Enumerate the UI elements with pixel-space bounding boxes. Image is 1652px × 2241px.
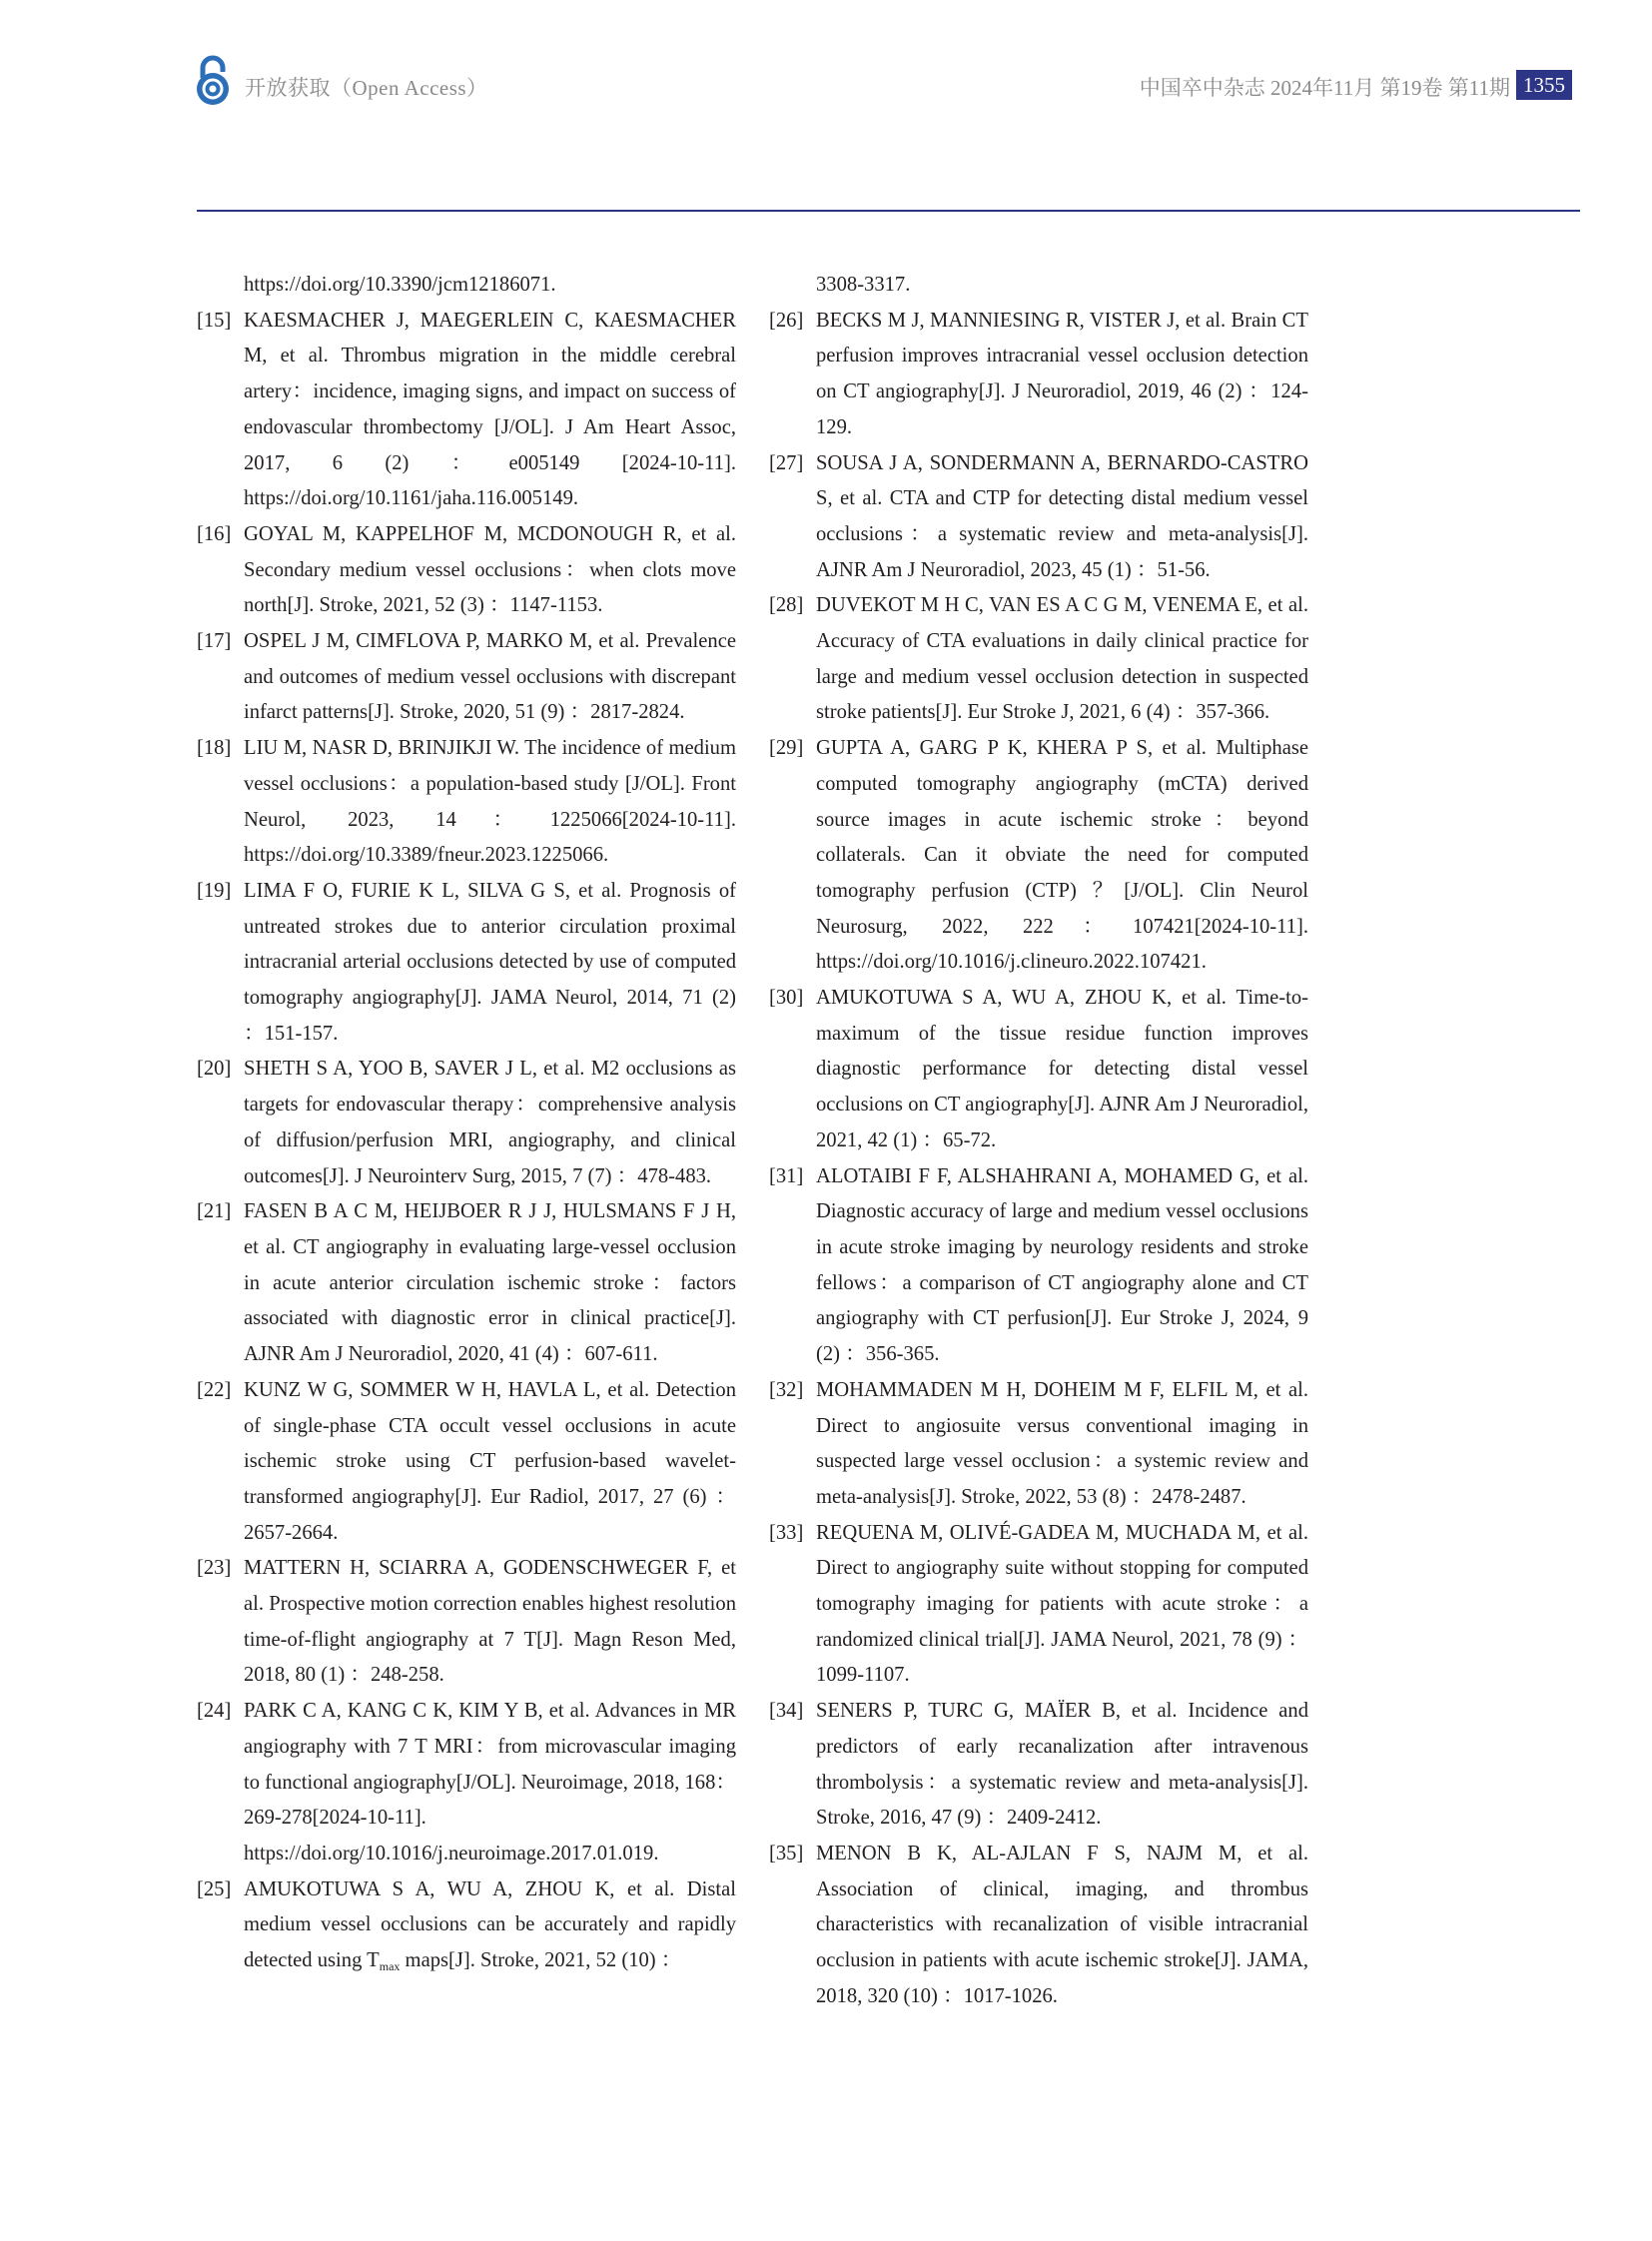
reference-item xyxy=(197,1694,736,1872)
reference-item xyxy=(197,1052,736,1194)
reference-text: BECKS M J, MANNIESING R, VISTER J, et al. Brain CT perfusion improves intracranial vessel occlusion detection on CT angiography[J]. J Neuroradiol, 2019, 46 (2) ：124-129. xyxy=(816,309,1308,438)
subscript: max xyxy=(379,1959,401,1974)
reference-continuation: https://doi.org/10.3390/jcm12186071. xyxy=(244,274,556,296)
reference-item xyxy=(197,304,736,517)
reference-text: FASEN B A C M, HEIJBOER R J J, HULSMANS F J H, et al. CT angiography in evaluating large-vessel occlusion in acute anterior circulation ischemic stroke：factors associated with diagnostic error in clinical practice[J]. AJNR Am J Neuroradiol, 2020, 41 (4) ：607-611. xyxy=(244,1200,736,1366)
reference-number: [33] xyxy=(769,1521,804,1544)
reference-number: [17] xyxy=(197,630,232,653)
header-divider xyxy=(197,210,1580,212)
reference-item xyxy=(769,304,1308,446)
reference-text: LIMA F O, FURIE K L, SILVA G S, et al. Prognosis of untreated strokes due to anterior circulation proximal intracranial arterial occlusions detected by use of computed tomography angiography[J]. JAMA Neurol, 2014, 71 (2) ：151-157. xyxy=(244,879,736,1045)
reference-text: LIU M, NASR D, BRINJIKJI W. The incidence of medium vessel occlusions：a population-based study [J/OL]. Front Neurol, 2023, 14：1225066[2024-10-11]. https://doi.org/10.3389/fneur.2023.1225066. xyxy=(244,737,736,867)
reference-item xyxy=(197,1551,736,1694)
reference-text: PARK C A, KANG C K, KIM Y B, et al. Advances in MR angiography with 7 T MRI：from microvascular imaging to functional angiography[J/OL]. Neuroimage, 2018, 168：269-278[2024-10-11]. https://doi.org/10.1016/j.neuroimage.2017.01.019. xyxy=(244,1700,736,1865)
left-column xyxy=(197,268,736,1979)
reference-number: [18] xyxy=(197,737,232,760)
open-access-label: 开放获取（Open Access） xyxy=(245,76,488,100)
reference-text: MOHAMMADEN M H, DOHEIM M F, ELFIL M, et al. Direct to angiosuite versus conventional imaging in suspected large vessel occlusion：a systemic review and meta-analysis[J]. Stroke, 2022, 53 (8) ：2478-2487. xyxy=(816,1378,1308,1508)
reference-text: GUPTA A, GARG P K, KHERA P S, et al. Multiphase computed tomography angiography (mCTA) derived source images in acute ischemic stroke：beyond collaterals. Can it obviate the need for computed tomography perfusion (CTP) ？[J/OL]. Clin Neurol Neurosurg, 2022, 222：107421[2024-10-11]. https://doi.org/10.1016/j.clineuro.2022.107421. xyxy=(816,737,1308,974)
reference-item xyxy=(197,624,736,731)
reference-text: GOYAL M, KAPPELHOF M, MCDONOUGH R, et al. Secondary medium vessel occlusions：when clots move north[J]. Stroke, 2021, 52 (3) ：1147-1153. xyxy=(244,522,736,617)
reference-number: [15] xyxy=(197,309,232,332)
reference-continuation: 3308-3317. xyxy=(816,274,911,296)
reference-number: [27] xyxy=(769,451,804,474)
reference-number: [32] xyxy=(769,1378,804,1401)
reference-item xyxy=(769,588,1308,731)
reference-number: [35] xyxy=(769,1842,804,1865)
reference-number: [26] xyxy=(769,309,804,332)
reference-text: SHETH S A, YOO B, SAVER J L, et al. M2 occlusions as targets for endovascular therapy：comprehensive analysis of diffusion/perfusion MRI, angiography, and clinical outcomes[J]. J Neurointerv Surg, 2015, 7 (7) ：478-483. xyxy=(244,1058,736,1187)
right-column xyxy=(769,268,1308,2014)
reference-number: [28] xyxy=(769,594,804,617)
reference-text: AMUKOTUWA S A, WU A, ZHOU K, et al. Time-to-maximum of the tissue residue function improves diagnostic performance for detecting distal vessel occlusions on CT angiography[J]. AJNR Am J Neuroradiol, 2021, 42 (1) ：65-72. xyxy=(816,987,1308,1151)
reference-text: AMUKOTUWA S A, WU A, ZHOU K, et al. Distal medium vessel occlusions can be accurately and rapidly detected using T xyxy=(244,1877,736,1972)
reference-number: [29] xyxy=(769,737,804,760)
reference-text: REQUENA M, OLIVÉ-GADEA M, MUCHADA M, et al. Direct to angiography suite without stopping for computed tomography imaging for patients with acute stroke：a randomized clinical trial[J]. JAMA Neurol, 2021, 78 (9) ：1099-1107. xyxy=(816,1521,1308,1687)
reference-text: KUNZ W G, SOMMER W H, HAVLA L, et al. Detection of single-phase CTA occult vessel occlusions in acute ischemic stroke using CT perfusion-based wavelet-transformed angiography[J]. Eur Radiol, 2017, 27 (6) ：2657-2664. xyxy=(244,1378,736,1544)
reference-item xyxy=(769,1516,1308,1695)
reference-item xyxy=(769,1373,1308,1516)
reference-number: [34] xyxy=(769,1700,804,1723)
reference-item xyxy=(197,1373,736,1552)
page-number: 1355 xyxy=(1516,70,1572,100)
reference-text: MENON B K, AL-AJLAN F S, NAJM M, et al. Association of clinical, imaging, and thrombus characteristics with recanalization of visible intracranial occlusion in patients with acute ischemic stroke[J]. JAMA, 2018, 320 (10) ：1017-1026. xyxy=(816,1842,1308,2007)
reference-item xyxy=(197,1194,736,1373)
reference-number: [22] xyxy=(197,1378,232,1401)
reference-item xyxy=(769,731,1308,981)
page-header xyxy=(193,52,1572,106)
reference-number: [31] xyxy=(769,1164,804,1187)
reference-number: [24] xyxy=(197,1700,232,1723)
reference-item xyxy=(197,517,736,624)
reference-item xyxy=(769,1694,1308,1837)
reference-text: SENERS P, TURC G, MAÏER B, et al. Incidence and predictors of early recanalization after intravenous thrombolysis：a systematic review and meta-analysis[J]. Stroke, 2016, 47 (9) ：2409-2412. xyxy=(816,1700,1308,1830)
reference-number: [25] xyxy=(197,1877,232,1900)
reference-item xyxy=(197,731,736,874)
reference-item xyxy=(769,446,1308,589)
reference-text: ALOTAIBI F F, ALSHAHRANI A, MOHAMED G, et al. Diagnostic accuracy of large and medium vessel occlusions in acute stroke imaging by neurology residents and stroke fellows：a comparison of CT angiography alone and CT angiography with CT perfusion[J]. Eur Stroke J, 2024, 9 (2) ：356-365. xyxy=(816,1164,1308,1366)
reference-item xyxy=(197,1872,736,1979)
reference-number: [20] xyxy=(197,1058,232,1081)
reference-text-tail: maps[J]. Stroke, 2021, 52 (10) ： xyxy=(400,1949,682,1972)
reference-list xyxy=(769,304,1308,2015)
reference-item xyxy=(197,874,736,1053)
reference-number: [23] xyxy=(197,1557,232,1580)
reference-item xyxy=(769,1837,1308,2015)
reference-item xyxy=(769,1159,1308,1373)
reference-text: SOUSA J A, SONDERMANN A, BERNARDO-CASTRO S, et al. CTA and CTP for detecting distal medium vessel occlusions：a systematic review and meta-analysis[J]. AJNR Am J Neuroradiol, 2023, 45 (1) ：51-56. xyxy=(816,451,1308,581)
reference-number: [21] xyxy=(197,1200,232,1223)
reference-number: [16] xyxy=(197,522,232,545)
reference-text: KAESMACHER J, MAEGERLEIN C, KAESMACHER M, et al. Thrombus migration in the middle cerebral artery：incidence, imaging signs, and impact on success of endovascular thrombectomy [J/OL]. J Am Heart Assoc, 2017, 6 (2) ：e005149 [2024-10-11]. https://doi.org/10.1161/jaha.116.005149. xyxy=(244,309,736,510)
reference-number: [19] xyxy=(197,879,232,902)
journal-citation: 中国卒中杂志 2024年11月 第19卷 第11期 xyxy=(1139,76,1510,100)
open-access-lock-icon xyxy=(193,54,233,106)
reference-number: [30] xyxy=(769,987,804,1010)
reference-text: DUVEKOT M H C, VAN ES A C G M, VENEMA E, et al. Accuracy of CTA evaluations in daily clinical practice for large and medium vessel occlusion detection in suspected stroke patients[J]. Eur Stroke J, 2021, 6 (4) ：357-366. xyxy=(816,594,1308,724)
reference-item xyxy=(769,981,1308,1159)
reference-list xyxy=(197,304,736,1872)
reference-text: OSPEL J M, CIMFLOVA P, MARKO M, et al. Prevalence and outcomes of medium vessel occlusions with discrepant infarct patterns[J]. Stroke, 2020, 51 (9) ：2817-2824. xyxy=(244,630,736,724)
reference-text: MATTERN H, SCIARRA A, GODENSCHWEGER F, et al. Prospective motion correction enables highest resolution time-of-flight angiography at 7 T[J]. Magn Reson Med, 2018, 80 (1) ：248-258. xyxy=(244,1557,736,1687)
